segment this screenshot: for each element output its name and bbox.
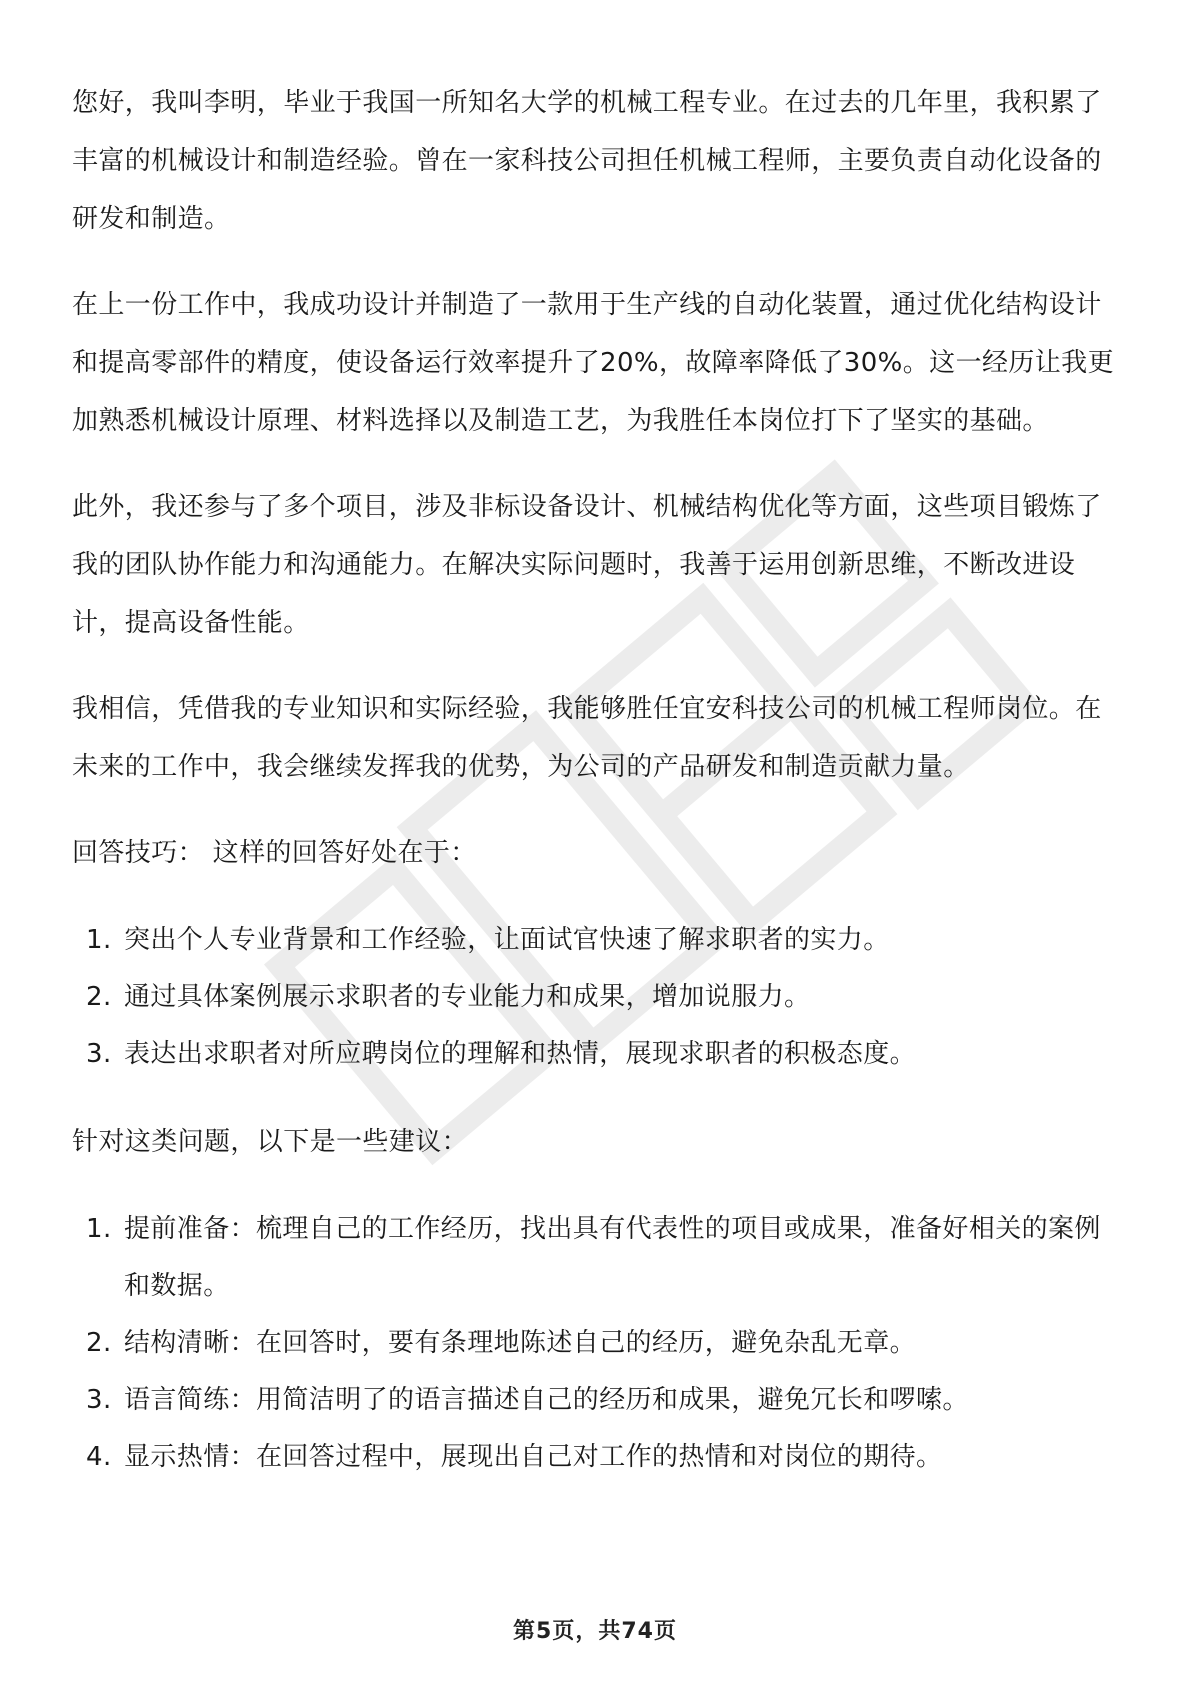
list-text: 突出个人专业背景和工作经验，让面试官快速了解求职者的实力。 (124, 925, 890, 955)
list-text: 提前准备：梳理自己的工作经历，找出具有代表性的项目或成果，准备好相关的案例和数据。 (124, 1214, 1101, 1301)
list-text: 显示热情：在回答过程中，展现出自己对工作的热情和对岗位的期待。 (124, 1442, 943, 1472)
list-item (72, 969, 1120, 1026)
list-number: 4. (86, 1442, 112, 1472)
main-content (72, 74, 1120, 1516)
tips-heading: 回答技巧： 这样的回答好处在于： (72, 838, 477, 868)
list-number: 2. (86, 982, 112, 1012)
experience-paragraph: 在上一份工作中，我成功设计并制造了一款用于生产线的自动化装置，通过优化结构设计和提高零部件的精度，使设备运行效率提升了20%，故障率降低了30%。这一经历让我更加熟悉机械设计原理、材料选择以及制造工艺，为我胜任本岗位打下了坚实的基础。 (72, 290, 1114, 436)
tips-list (72, 912, 1120, 1083)
projects-paragraph: 此外，我还参与了多个项目，涉及非标设备设计、机械结构优化等方面，这些项目锻炼了我的团队协作能力和沟通能力。在解决实际问题时，我善于运用创新思维，不断改进设计，提高设备性能。 (72, 492, 1102, 638)
list-item (72, 912, 1120, 969)
page-number-footer: 第5页，共74页 (513, 1619, 677, 1644)
list-number: 1. (86, 1214, 112, 1244)
list-number: 3. (86, 1385, 112, 1415)
list-text: 结构清晰：在回答时，要有条理地陈述自己的经历，避免杂乱无章。 (124, 1328, 917, 1358)
list-text: 通过具体案例展示求职者的专业能力和成果，增加说服力。 (124, 982, 811, 1012)
list-number: 2. (86, 1328, 112, 1358)
intro-paragraph: 您好，我叫李明，毕业于我国一所知名大学的机械工程专业。在过去的几年里，我积累了丰富的机械设计和制造经验。曾在一家科技公司担任机械工程师，主要负责自动化设备的研发和制造。 (72, 88, 1102, 234)
list-item (72, 1315, 1120, 1372)
list-item (72, 1429, 1120, 1486)
list-number: 3. (86, 1039, 112, 1069)
list-item (72, 1372, 1120, 1429)
list-item (72, 1026, 1120, 1083)
advice-heading: 针对这类问题，以下是一些建议： (72, 1127, 469, 1157)
list-number: 1. (86, 925, 112, 955)
list-item (72, 1201, 1120, 1315)
conclusion-paragraph: 我相信，凭借我的专业知识和实际经验，我能够胜任宜安科技公司的机械工程师岗位。在未来的工作中，我会继续发挥我的优势，为公司的产品研发和制造贡献力量。 (72, 694, 1102, 782)
list-text: 语言简练：用简洁明了的语言描述自己的经历和成果，避免冗长和啰嗦。 (124, 1385, 969, 1415)
list-text: 表达出求职者对所应聘岗位的理解和热情，展现求职者的积极态度。 (124, 1039, 917, 1069)
advice-list (72, 1201, 1120, 1486)
